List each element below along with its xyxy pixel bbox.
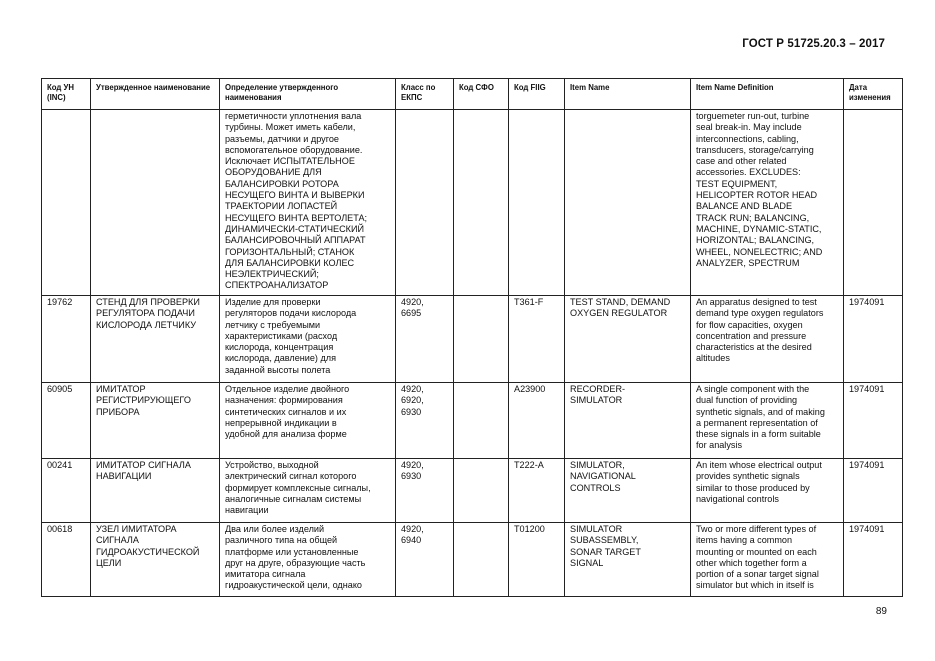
cell-item-name-definition: Two or more different types of items having a common mounting or mounted on each other which together form a portion of a sonar target signal simulator but which in itself is [691,523,844,597]
cell-definition: Устройство, выходной электрический сигнал которого формирует комплексные сигналы, аналогичные сигналам системы навигации [220,459,396,523]
cell-definition: Изделие для проверки регуляторов подачи кислорода летчику с требуемыми характеристиками (расход кислорода, концентрация кислорода, давление) для заданной высоты полета [220,296,396,383]
cell-item-name: TEST STAND, DEMAND OXYGEN REGULATOR [565,296,691,383]
cell-inc: 19762 [42,296,91,383]
cell-item-name-definition: A single component with the dual function of providing synthetic signals, and of making a permanent representation of these signals in a form suitable for analysis [691,383,844,459]
cell-date [844,110,903,296]
table-row [42,459,903,523]
cell-sfo [454,383,509,459]
cell-class: 4920, 6940 [396,523,454,597]
cell-item-name [565,110,691,296]
cell-class: 4920, 6920, 6930 [396,383,454,459]
cell-sfo [454,110,509,296]
column-header-inc: Код УН (INC) [42,79,91,110]
cell-fiig: T222-A [509,459,565,523]
cell-approved-name: ИМИТАТОР РЕГИСТРИРУЮЩЕГО ПРИБОРА [91,383,220,459]
table-row [42,110,903,296]
table-row [42,296,903,383]
column-header-date: Дата изменения [844,79,903,110]
cell-fiig: T01200 [509,523,565,597]
cell-item-name: SIMULATOR SUBASSEMBLY, SONAR TARGET SIGNAL [565,523,691,597]
cell-fiig: A23900 [509,383,565,459]
cell-inc: 00618 [42,523,91,597]
column-header-class: Класс по ЕКПС [396,79,454,110]
cell-sfo [454,523,509,597]
cell-date: 1974091 [844,383,903,459]
cell-inc: 00241 [42,459,91,523]
cell-class: 4920, 6695 [396,296,454,383]
document-header: ГОСТ Р 51725.20.3 – 2017 [742,38,885,50]
cell-class: 4920, 6930 [396,459,454,523]
cell-approved-name: ИМИТАТОР СИГНАЛА НАВИГАЦИИ [91,459,220,523]
cell-sfo [454,459,509,523]
column-header-definition: Определение утвержденного наименования [220,79,396,110]
cell-item-name: SIMULATOR, NAVIGATIONAL CONTROLS [565,459,691,523]
data-table [41,78,903,597]
cell-inc: 60905 [42,383,91,459]
cell-date: 1974091 [844,459,903,523]
column-header-sfo: Код СФО [454,79,509,110]
cell-definition: Два или более изделий различного типа на общей платформе или установленные друг на друге, образующие часть имитатора сигнала гидроакустической цели, однако [220,523,396,597]
table-header-row [42,79,903,110]
table-row [42,523,903,597]
cell-definition: герметичности уплотнения вала турбины. Может иметь кабели, разъемы, датчики и другое вспомогательное оборудование. Исключает ИСПЫТАТЕЛЬНОЕ ОБОРУДОВАНИЕ ДЛЯ БАЛАНСИРОВКИ РОТОРА НЕСУЩЕГО ВИНТА И ВЫВЕРКИ ТРАЕКТОРИИ ЛОПАСТЕЙ НЕСУЩЕГО ВИНТА ВЕРТОЛЕТА; ДИНАМИЧЕСКИ-СТАТИЧЕСКИЙ БАЛАНСИРОВОЧНЫЙ АППАРАТ ГОРИЗОНТАЛЬНЫЙ; СТАНОК ДЛЯ БАЛАНСИРОВКИ КОЛЕС НЕЭЛЕКТРИЧЕСКИЙ; СПЕКТРОАНАЛИЗАТОР [220,110,396,296]
column-header-approved-name: Утвержденное наименование [91,79,220,110]
cell-item-name: RECORDER- SIMULATOR [565,383,691,459]
column-header-item-name: Item Name [565,79,691,110]
cell-date: 1974091 [844,523,903,597]
cell-fiig [509,110,565,296]
cell-sfo [454,296,509,383]
cell-approved-name: СТЕНД ДЛЯ ПРОВЕРКИ РЕГУЛЯТОРА ПОДАЧИ КИСЛОРОДА ЛЕТЧИКУ [91,296,220,383]
cell-class [396,110,454,296]
cell-date: 1974091 [844,296,903,383]
page-number: 89 [875,606,887,617]
column-header-item-name-definition: Item Name Definition [691,79,844,110]
cell-approved-name: УЗЕЛ ИМИТАТОРА СИГНАЛА ГИДРОАКУСТИЧЕСКОЙ ЦЕЛИ [91,523,220,597]
cell-fiig: T361-F [509,296,565,383]
cell-item-name-definition: An apparatus designed to test demand type oxygen regulators for flow capacities, oxygen concentration and pressure characteristics at the desired altitudes [691,296,844,383]
cell-approved-name [91,110,220,296]
table-row [42,383,903,459]
cell-definition: Отдельное изделие двойного назначения: формирования синтетических сигналов и их непрерывной индикации в удобной для анализа форме [220,383,396,459]
cell-item-name-definition: An item whose electrical output provides synthetic signals similar to those produced by navigational controls [691,459,844,523]
column-header-fiig: Код FIIG [509,79,565,110]
cell-item-name-definition: torguemeter run-out, turbine seal break-in. May include interconnections, cabling, transducers, storage/carrying case and other related accessories. EXCLUDES: TEST EQUIPMENT, HELICOPTER ROTOR HEAD BALANCE AND BLADE TRACK RUN; BALANCING, MACHINE, DYNAMIC-STATIC, HORIZONTAL; BALANCING, WHEEL, NONELECTRIC; AND ANALYZER, SPECTRUM [691,110,844,296]
cell-inc [42,110,91,296]
